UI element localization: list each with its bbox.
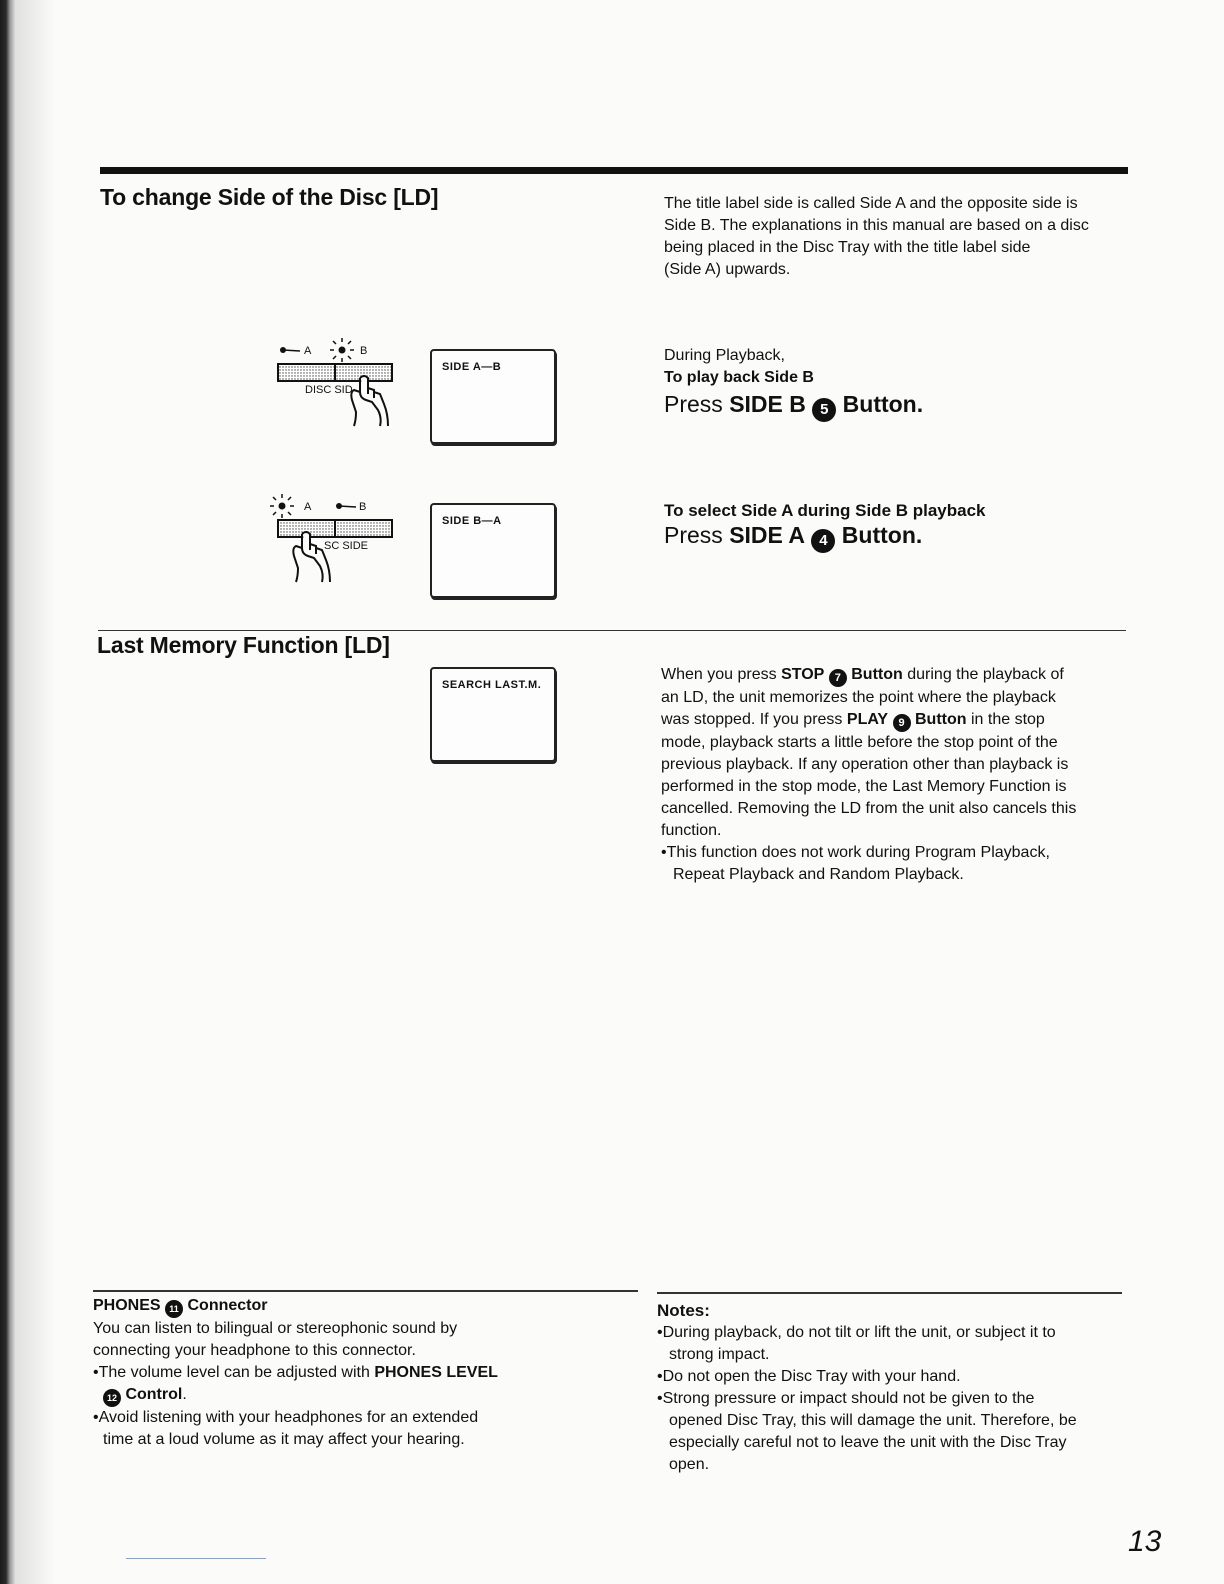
step1-during: During Playback, (664, 347, 785, 364)
binding-shadow (16, 0, 56, 1584)
section2-heading: Last Memory Function [LD] (97, 632, 390, 658)
badge-4-icon: 4 (811, 529, 835, 553)
step2-press (664, 522, 922, 553)
tv-screen-side-a-b (430, 349, 556, 444)
indicator-b-lit-icon (339, 347, 346, 354)
press-suffix: Button. (841, 522, 923, 548)
body-line: function. (661, 822, 722, 839)
top-rule (100, 167, 1128, 174)
phones-bullet-cont: 12 Control. (93, 1384, 553, 1407)
side-b-button-name: SIDE B (729, 391, 806, 417)
screen-text: SIDE B—A (442, 515, 502, 527)
screen-text: SEARCH LAST.M. (442, 679, 542, 691)
page-number: 13 (1128, 1525, 1162, 1558)
badge-12-icon: 12 (103, 1389, 121, 1407)
body-line: an LD, the unit memorizes the point where the playback (661, 689, 1056, 706)
section2-body (661, 664, 1141, 886)
step1-subheading: To play back Side B (664, 369, 814, 386)
body-line: cancelled. Removing the LD from the unit also cancels this (661, 800, 1077, 817)
phones-bullet-cont: time at a loud volume as it may affect your hearing. (103, 1431, 465, 1448)
section1-intro (664, 193, 1144, 281)
intro-line: (Side A) upwards. (664, 261, 791, 278)
body-line: was stopped. If you press PLAY 9 Button in the stop (661, 709, 1141, 732)
button-panel-illustration (262, 486, 402, 586)
panel-label: SC SIDE (324, 540, 369, 552)
badge-5-icon: 5 (812, 398, 836, 422)
press-suffix: Button. (842, 391, 924, 417)
indicator-label-b: B (360, 345, 368, 357)
phones-section (93, 1295, 553, 1451)
bullet-line: •This function does not work during Program Playback, (661, 844, 1050, 861)
phones-line: You can listen to bilingual or stereophonic sound by (93, 1320, 458, 1337)
notes-bullet-cont: especially careful not to leave the unit with the Disc Tray (669, 1434, 1067, 1451)
badge-7-icon: 7 (829, 669, 847, 687)
side-a-button-name: SIDE A (729, 522, 806, 548)
panel-label: DISC SID (305, 384, 353, 396)
notes-bullet: •During playback, do not tilt or lift the unit, or subject it to (657, 1324, 1056, 1341)
body-line: mode, playback starts a little before the stop point of the (661, 734, 1058, 751)
press-word: Press (664, 522, 723, 548)
screen-text: SIDE A—B (442, 361, 502, 373)
notes-bullet-cont: strong impact. (669, 1346, 770, 1363)
intro-line: being placed in the Disc Tray with the title label side (664, 239, 1031, 256)
phones-bullet: •The volume level can be adjusted with PHONES LEVEL (93, 1364, 498, 1381)
indicator-label-a: A (304, 345, 312, 357)
indicator-label-a: A (304, 501, 312, 513)
bullet-line: Repeat Playback and Random Playback. (673, 866, 964, 883)
notes-bullet: •Strong pressure or impact should not be given to the (657, 1390, 1035, 1407)
notes-top-rule (657, 1292, 1122, 1294)
body-line: previous playback. If any operation other than playback is (661, 756, 1069, 773)
notes-bullet-cont: opened Disc Tray, this will damage the unit. Therefore, be (669, 1412, 1077, 1429)
section1-heading: To change Side of the Disc [LD] (100, 184, 439, 210)
notes-bullet-cont: open. (669, 1456, 710, 1473)
illustration-side-a (262, 486, 402, 586)
step2-subheading: To select Side A during Side B playback (664, 501, 986, 520)
phones-title: PHONES 11 Connector (93, 1295, 553, 1318)
indicator-a-lit-icon (279, 503, 286, 510)
badge-11-icon: 11 (165, 1300, 183, 1318)
section-divider (98, 630, 1126, 631)
phones-top-rule (93, 1290, 638, 1292)
step1-press (664, 391, 923, 422)
footer-mark (126, 1558, 266, 1559)
button-panel-illustration (270, 330, 410, 430)
notes-section (657, 1300, 1127, 1476)
illustration-side-b (270, 330, 410, 430)
intro-line: The title label side is called Side A and the opposite side is (664, 195, 1078, 212)
body-line: performed in the stop mode, the Last Memory Function is (661, 778, 1067, 795)
indicator-label-b: B (359, 501, 367, 513)
tv-screen-search-last (430, 667, 556, 762)
tv-screen-side-b-a (430, 503, 556, 598)
intro-line: Side B. The explanations in this manual are based on a disc (664, 217, 1089, 234)
notes-title: Notes: (657, 1301, 710, 1320)
press-word: Press (664, 391, 723, 417)
page-binding-edge (0, 0, 16, 1584)
notes-bullet: •Do not open the Disc Tray with your hand. (657, 1368, 961, 1385)
badge-9-icon: 9 (893, 714, 911, 732)
play-button-name: PLAY (846, 711, 889, 728)
phones-line: connecting your headphone to this connector. (93, 1342, 416, 1359)
phones-bullet: •Avoid listening with your headphones for an extended (93, 1409, 479, 1426)
stop-button-name: STOP (781, 666, 825, 683)
body-line: When you press STOP 7 Button during the playback of (661, 664, 1141, 687)
phones-level-name: PHONES LEVEL (374, 1364, 498, 1381)
